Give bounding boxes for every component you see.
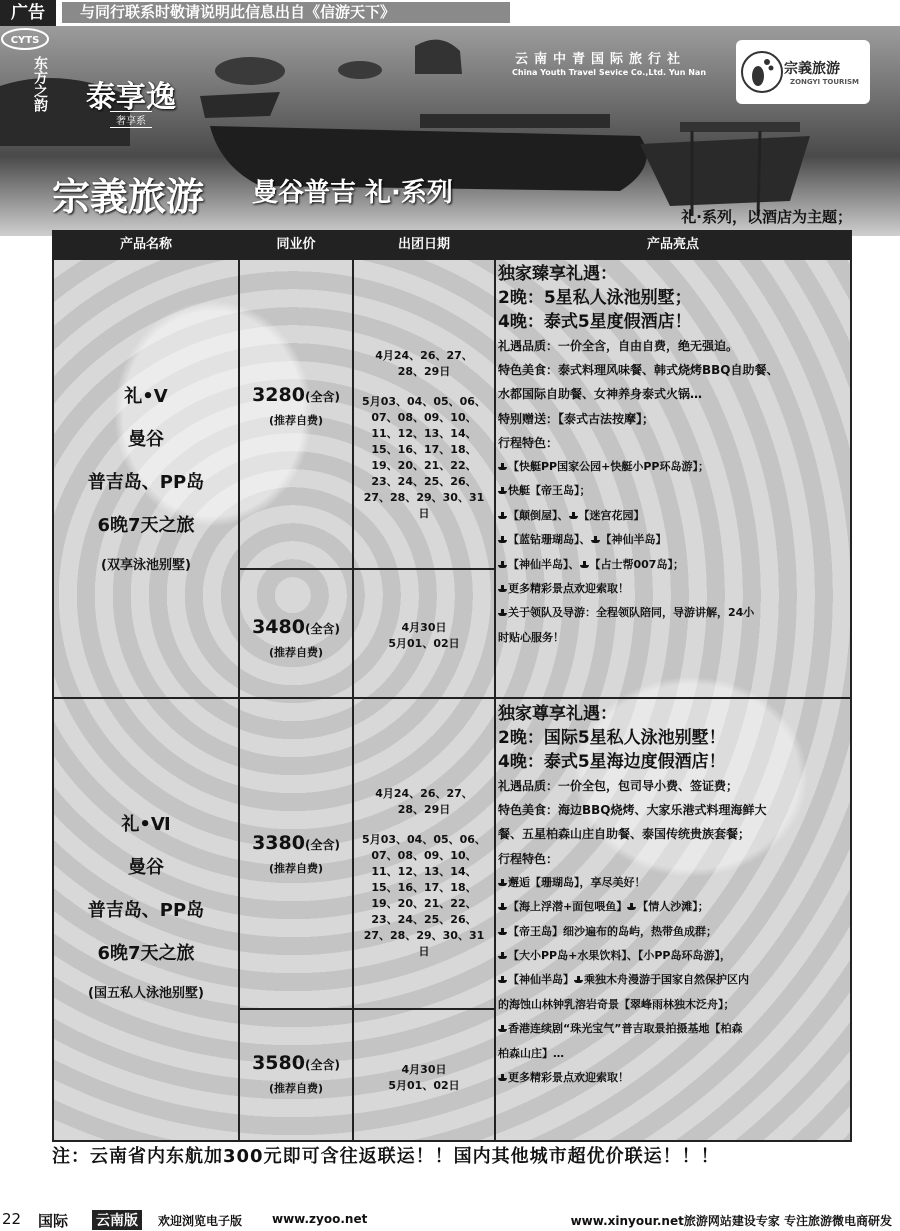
price-note: (推荐自费) xyxy=(268,862,324,875)
edition-badge: 云南版 xyxy=(92,1210,142,1230)
date-range: 5月01、02日 xyxy=(388,637,460,650)
grid-divider xyxy=(238,232,240,1140)
price-cell xyxy=(240,616,352,660)
boat-icon xyxy=(591,536,600,543)
table-header xyxy=(54,232,850,258)
highlight-item: 【神仙半岛】 乘独木舟漫游于国家自然保护区内 xyxy=(498,968,846,992)
left-logo-tag: 奢享系 xyxy=(110,111,152,128)
top-bar xyxy=(0,0,900,26)
boat-icon xyxy=(498,879,507,886)
date-range: 5月03、04、05、06、07、08、09、10、11、12、13、14、15、16、17、18、19、20、21、22、23、24、25、26、27、28、29、30、31日 xyxy=(362,395,486,520)
footnote: 注：云南省内东航加300元即可含往返联运！！国内其他城市超优价联运！！！ xyxy=(52,1146,720,1167)
brand-name: 宗義旅游 xyxy=(784,61,840,77)
highlight-line: 行程特色： xyxy=(498,851,559,866)
svg-text:CYTS: CYTS xyxy=(10,35,40,46)
date-cell xyxy=(354,620,494,652)
highlight-line: 餐、五星柏森山庄自助餐、泰国传统贵族套餐； xyxy=(498,827,751,842)
page-subtitle: 曼谷普吉 礼·系列 xyxy=(252,178,453,208)
product-name-cell xyxy=(54,810,238,1018)
boat-icon xyxy=(498,536,507,543)
highlight-item: 【海上浮潜+面包喂鱼】 【情人沙滩】； xyxy=(498,895,846,919)
section-name: 国际 xyxy=(38,1212,69,1230)
highlights-cell xyxy=(498,702,846,1090)
boat-icon xyxy=(498,928,507,935)
page-number: 22 xyxy=(2,1210,22,1228)
boat-icon xyxy=(498,512,507,519)
agency-name-en: China Youth Travel Sevice Co.,Ltd. Yun Nan xyxy=(512,68,707,77)
boat-icon xyxy=(498,609,507,616)
header-highlights: 产品亮点 xyxy=(646,237,699,252)
date-range: 5月01、02日 xyxy=(388,1079,460,1092)
grid-divider xyxy=(240,1008,496,1010)
brand-name-en: ZONGYI TOURISM xyxy=(790,78,859,86)
product-code: 礼•Ⅴ xyxy=(124,386,168,407)
brand-logo-box xyxy=(736,40,870,104)
price-suffix: (全含) xyxy=(304,1058,340,1072)
boat-icon xyxy=(498,487,507,494)
highlight-item: 【快艇PP国家公园+快艇小PP环岛游】； xyxy=(498,455,846,479)
footer-ad-text: www.xinyour.net旅游网站建设专家 专注旅游微电商研发 xyxy=(570,1214,892,1228)
price-cell xyxy=(240,832,352,876)
highlight-line: 水都国际自助餐、女神养身泰式火锅… xyxy=(498,387,703,402)
highlight-item: 香港连续剧“珠光宝气”普吉取景拍摄基地【柏森 xyxy=(498,1017,846,1041)
boat-icon xyxy=(498,903,507,910)
date-range: 4月24、26、27、28、29日 xyxy=(375,349,473,378)
product-islands: 普吉岛、PP岛 xyxy=(87,900,205,921)
highlight-heading: 独家臻享礼遇： xyxy=(498,264,617,284)
grid-divider xyxy=(494,232,496,1140)
product-islands: 普吉岛、PP岛 xyxy=(87,472,205,493)
cyts-logo-icon xyxy=(0,26,50,52)
highlight-item: 更多精彩景点欢迎索取！ xyxy=(498,577,846,601)
highlight-heading: 独家尊享礼遇： xyxy=(498,704,617,724)
footprint-logo-icon xyxy=(740,46,784,98)
browse-text: 欢迎浏览电子版 xyxy=(158,1214,243,1228)
product-name-cell xyxy=(54,382,238,590)
highlight-line: 行程特色： xyxy=(498,435,559,450)
price-note: (推荐自费) xyxy=(268,646,324,659)
highlights-cell xyxy=(498,262,846,650)
price-note: (推荐自费) xyxy=(268,1082,324,1095)
boat-icon xyxy=(498,976,507,983)
boat-icon xyxy=(498,561,507,568)
grid-divider xyxy=(240,568,496,570)
boat-icon xyxy=(627,903,636,910)
date-range: 5月03、04、05、06、07、08、09、10、11、12、13、14、15、16、17、18、19、20、21、22、23、24、25、26、27、28、29、30、31日 xyxy=(362,833,486,958)
price-value: 3580 xyxy=(252,1052,305,1074)
price-suffix: (全含) xyxy=(304,622,340,636)
highlight-item: 邂逅【珊瑚岛】，享尽美好！ xyxy=(498,871,846,895)
product-table xyxy=(52,230,852,1142)
grid-divider xyxy=(54,258,850,260)
boat-icon xyxy=(569,512,578,519)
header-price: 同业价 xyxy=(276,237,316,252)
highlight-heading: 4晚：泰式5星海边度假酒店！ xyxy=(498,752,726,772)
highlight-heading: 2晚：5星私人泳池别墅； xyxy=(498,288,692,308)
highlight-item: 【帝王岛】细沙遍布的岛屿，热带鱼成群； xyxy=(498,920,846,944)
page-footer xyxy=(0,1208,900,1230)
product-duration: 6晚7天之旅 xyxy=(97,515,195,536)
banner-image xyxy=(0,26,900,236)
date-range: 4月30日 xyxy=(401,1063,447,1076)
site-link[interactable]: www.zyoo.net xyxy=(272,1212,368,1226)
boat-icon xyxy=(498,952,507,959)
highlight-heading: 2晚：国际5星私人泳池别墅！ xyxy=(498,728,726,748)
highlight-line: 特色美食：泰式料理风味餐、韩式烧烤BBQ自助餐、 xyxy=(498,363,779,378)
price-value: 3380 xyxy=(252,832,305,854)
highlight-heading: 4晚：泰式5星度假酒店！ xyxy=(498,312,692,332)
highlight-item: 【神仙半岛】、 【占士帮007岛】； xyxy=(498,553,846,577)
highlight-line: 特别赠送：【泰式古法按摩】； xyxy=(498,411,655,426)
left-logo-side: 东方之韵 xyxy=(32,56,48,112)
boat-icon xyxy=(498,1025,507,1032)
date-range: 4月30日 xyxy=(401,621,447,634)
header-dates: 出团日期 xyxy=(397,237,450,252)
highlight-item: 的海蚀山林钟乳溶岩奇景【翠峰雨林独木泛舟】； xyxy=(498,997,735,1011)
price-value: 3280 xyxy=(252,384,305,406)
highlight-item: 柏森山庄】… xyxy=(498,1046,564,1060)
highlight-line: 礼遇品质：一价全包，包司导小费、签证费； xyxy=(498,779,739,793)
boat-icon xyxy=(580,561,589,568)
date-range: 4月24、26、27、28、29日 xyxy=(375,787,473,816)
ad-tag: 广告 xyxy=(0,0,56,26)
product-note: (国五私人泳池别墅) xyxy=(88,986,204,1001)
boat-icon xyxy=(498,1074,507,1081)
highlight-line: 礼遇品质：一价全含，自由自费，绝无强迫。 xyxy=(498,339,739,353)
highlight-item: 快艇【帝王岛】； xyxy=(498,479,846,503)
header-product-name: 产品名称 xyxy=(119,237,172,252)
price-value: 3480 xyxy=(252,616,305,638)
page-title: 宗義旅游 xyxy=(52,175,205,219)
price-suffix: (全含) xyxy=(304,390,340,404)
agency-name-cn: 云南中青国际旅行社 xyxy=(515,52,687,67)
date-cell xyxy=(354,348,494,522)
highlight-item: 更多精彩景点欢迎索取！ xyxy=(498,1066,846,1090)
boat-icon xyxy=(498,585,507,592)
ad-notice: 与同行联系时敬请说明此信息出自《信游天下》 xyxy=(62,2,510,23)
highlight-item: 【大小PP岛+水果饮料】、【小PP岛环岛游】， xyxy=(498,944,846,968)
product-city: 曼谷 xyxy=(128,429,164,450)
highlight-line: 特色美食：海边BBQ烧烤、大家乐港式料理海鲜大 xyxy=(498,803,767,818)
price-cell xyxy=(240,1052,352,1096)
price-cell xyxy=(240,384,352,428)
grid-divider xyxy=(54,697,850,699)
boat-icon xyxy=(498,463,507,470)
date-cell xyxy=(354,786,494,960)
series-theme: 礼·系列，以酒店为主题； xyxy=(681,208,852,226)
highlight-item: 【颠倒屋】、 【迷宫花园】 xyxy=(498,504,846,528)
product-note: (双享泳池别墅) xyxy=(101,558,191,573)
price-note: (推荐自费) xyxy=(268,414,324,427)
date-cell xyxy=(354,1062,494,1094)
left-logo: 泰享逸 xyxy=(86,80,176,115)
product-city: 曼谷 xyxy=(128,857,164,878)
highlight-item: 【蓝钻珊瑚岛】、 【神仙半岛】 xyxy=(498,528,846,552)
product-duration: 6晚7天之旅 xyxy=(97,943,195,964)
boat-icon xyxy=(574,976,583,983)
highlight-item: 关于领队及导游：全程领队陪同，导游讲解，24小 xyxy=(498,601,846,625)
price-suffix: (全含) xyxy=(304,838,340,852)
highlight-item: 时贴心服务！ xyxy=(498,630,564,644)
product-code: 礼•Ⅵ xyxy=(121,814,171,835)
